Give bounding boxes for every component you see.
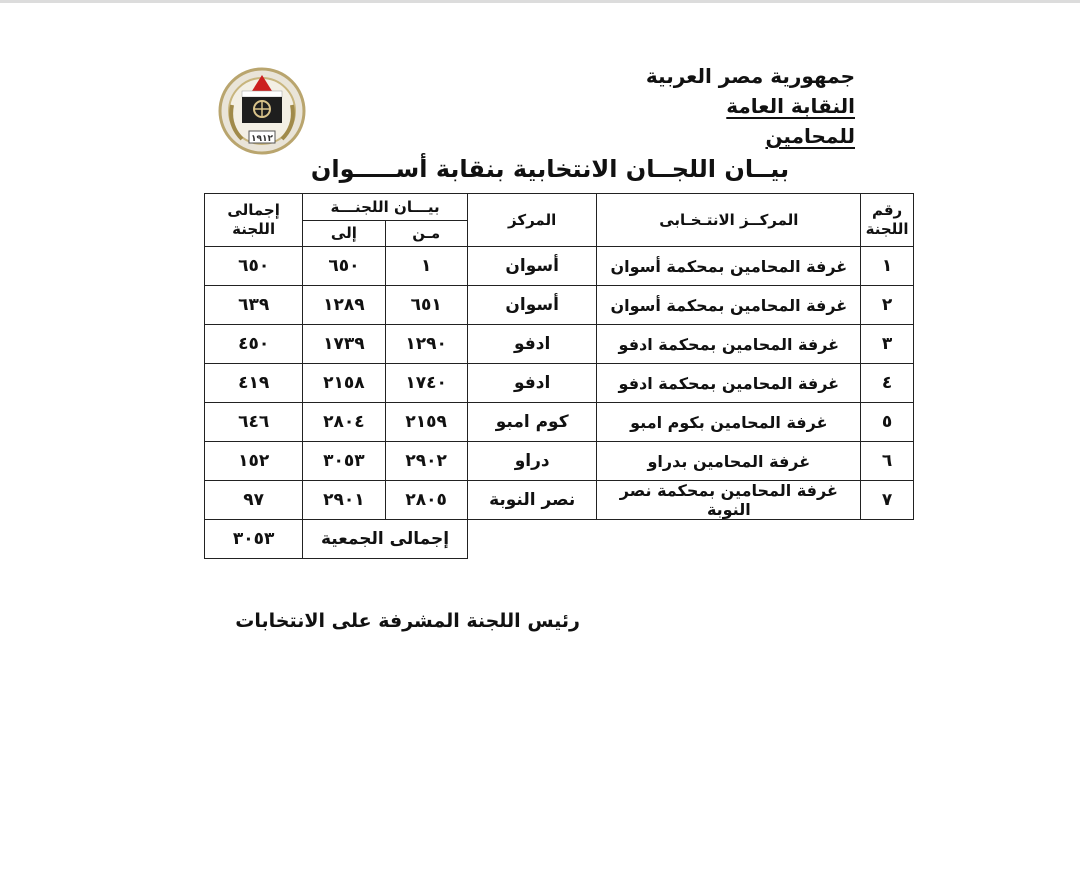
header-city: المركز [467, 194, 597, 247]
header-from: مـن [385, 221, 467, 247]
cell-city: أسوان [467, 247, 597, 286]
header-committee-number: رقم اللجنة [861, 194, 914, 247]
cell-to: ٦٥٠ [303, 247, 385, 286]
cell-to: ٣٠٥٣ [303, 442, 385, 481]
cell-from: ٦٥١ [385, 286, 467, 325]
document-header [640, 61, 855, 151]
cell-from: ١٧٤٠ [385, 364, 467, 403]
table-row [205, 286, 914, 325]
signature-line: رئيس اللجنة المشرفة على الانتخابات [235, 610, 580, 632]
table-row [205, 442, 914, 481]
logo-year: ١٩١٢ [251, 134, 273, 144]
cell-from: ١ [385, 247, 467, 286]
cell-total: ٤٥٠ [205, 325, 303, 364]
cell-center: غرفة المحامين بمحكمة أسوان [597, 286, 861, 325]
cell-total: ٦٥٠ [205, 247, 303, 286]
header-country: جمهورية مصر العربية [645, 64, 855, 88]
table-row [205, 481, 914, 520]
cell-number: ٣ [861, 325, 914, 364]
cell-number: ٤ [861, 364, 914, 403]
table-header-row [205, 194, 914, 221]
cell-total: ٦٣٩ [205, 286, 303, 325]
cell-city: كوم امبو [467, 403, 597, 442]
empty-cell [467, 520, 913, 559]
cell-number: ٢ [861, 286, 914, 325]
cell-center: غرفة المحامين بدراو [597, 442, 861, 481]
header-electoral-center: المركــز الانتـخـابى [597, 194, 861, 247]
cell-number: ٧ [861, 481, 914, 520]
page-title: بيــان اللجــان الانتخابية بنقابة أســـــوان [310, 155, 790, 183]
cell-city: نصر النوبة [467, 481, 597, 520]
grand-total-value: ٣٠٥٣ [205, 520, 303, 559]
table-row [205, 403, 914, 442]
committees-table [204, 193, 914, 559]
bar-association-seal-icon [218, 65, 306, 157]
cell-to: ٢١٥٨ [303, 364, 385, 403]
cell-from: ٢٩٠٢ [385, 442, 467, 481]
table-row [205, 247, 914, 286]
header-committee-total: إجمالى اللجنة [205, 194, 303, 247]
cell-to: ٢٨٠٤ [303, 403, 385, 442]
cell-city: ادفو [467, 325, 597, 364]
cell-city: ادفو [467, 364, 597, 403]
cell-number: ٥ [861, 403, 914, 442]
header-to: إلى [303, 221, 385, 247]
header-committee-info: بيـــان اللجنـــة [303, 194, 468, 221]
cell-total: ١٥٢ [205, 442, 303, 481]
cell-city: دراو [467, 442, 597, 481]
cell-to: ٢٩٠١ [303, 481, 385, 520]
cell-city: أسوان [467, 286, 597, 325]
cell-to: ١٧٣٩ [303, 325, 385, 364]
cell-total: ٩٧ [205, 481, 303, 520]
grand-total-row [205, 520, 914, 559]
cell-from: ٢٨٠٥ [385, 481, 467, 520]
cell-total: ٤١٩ [205, 364, 303, 403]
cell-to: ١٢٨٩ [303, 286, 385, 325]
cell-center: غرفة المحامين بكوم امبو [597, 403, 861, 442]
cell-center: غرفة المحامين بمحكمة أسوان [597, 247, 861, 286]
cell-number: ١ [861, 247, 914, 286]
cell-center: غرفة المحامين بمحكمة نصر النوبة [597, 481, 861, 520]
cell-number: ٦ [861, 442, 914, 481]
table-row [205, 364, 914, 403]
cell-total: ٦٤٦ [205, 403, 303, 442]
grand-total-label: إجمالى الجمعية [303, 520, 468, 559]
cell-from: ٢١٥٩ [385, 403, 467, 442]
header-syndicate: النقابة العامة للمحامين [726, 94, 855, 148]
cell-center: غرفة المحامين بمحكمة ادفو [597, 325, 861, 364]
cell-from: ١٢٩٠ [385, 325, 467, 364]
cell-center: غرفة المحامين بمحكمة ادفو [597, 364, 861, 403]
table-row [205, 325, 914, 364]
